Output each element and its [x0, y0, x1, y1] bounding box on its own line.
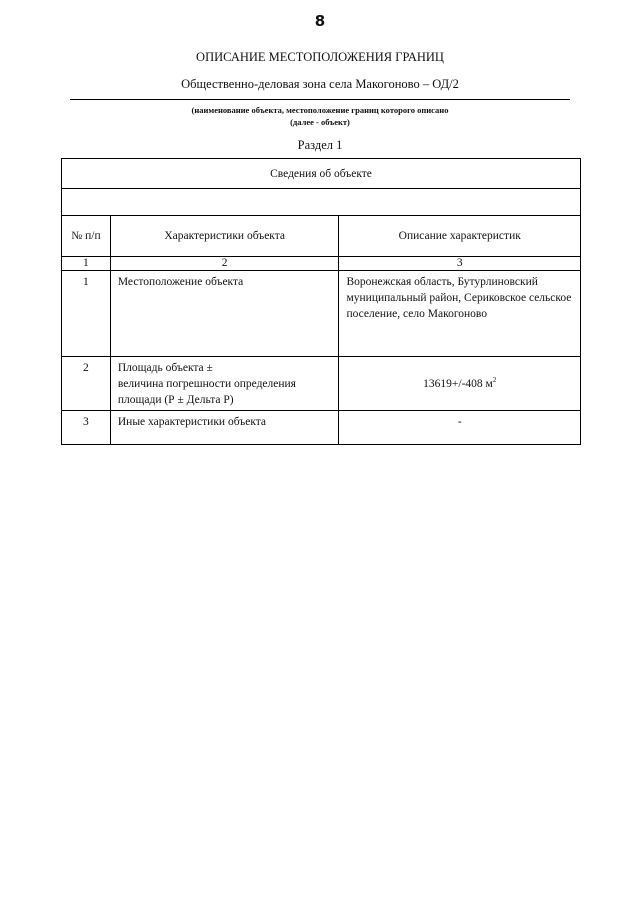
table-row — [62, 357, 581, 411]
underline-divider — [70, 99, 570, 100]
column-number-3: 3 — [339, 257, 581, 271]
header-characteristics: Характеристики объекта — [110, 216, 339, 257]
table-caption-row — [62, 159, 581, 189]
note-line-1: (наименование объекта, местоположение границ которого описано — [191, 105, 449, 115]
area-value: 13619+/-408 м — [423, 377, 493, 390]
row-characteristic — [110, 357, 339, 411]
row-description: Воронежская область, Бутурлиновский муниципальный район, Сериковское сельское поселение, село Макогоново — [339, 271, 581, 357]
table-header-row — [62, 216, 581, 257]
section-title: Раздел 1 — [297, 138, 343, 152]
row-characteristic: Иные характеристики объекта — [110, 411, 339, 445]
table-row — [62, 411, 581, 445]
row-description: - — [339, 411, 581, 445]
area-unit-superscript: 2 — [492, 375, 497, 384]
table-row — [62, 271, 581, 357]
header-description: Описание характеристик — [339, 216, 581, 257]
row-number: 1 — [62, 271, 111, 357]
row-description — [339, 357, 581, 411]
table-caption: Сведения об объекте — [62, 159, 581, 189]
document-heading: ОПИСАНИЕ МЕСТОПОЛОЖЕНИЯ ГРАНИЦ — [196, 50, 444, 64]
characteristic-line-1: Площадь объекта ± — [117, 362, 213, 374]
object-name-note — [0, 104, 640, 128]
row-characteristic: Местоположение объекта — [110, 271, 339, 357]
page-number: 8 — [314, 12, 326, 30]
note-line-2: (далее - объект) — [290, 117, 350, 127]
table-blank-row — [62, 189, 581, 216]
row-number: 2 — [62, 357, 111, 411]
column-number-1: 1 — [62, 257, 111, 271]
blank-cell — [62, 189, 581, 216]
characteristic-line-2: величина погрешности определения площади (Р ± Дельта Р) — [117, 378, 296, 406]
object-name: Общественно-деловая зона села Макогоново – ОД/2 — [181, 77, 459, 91]
row-number: 3 — [62, 411, 111, 445]
table-column-numbers-row — [62, 257, 581, 271]
column-number-2: 2 — [110, 257, 339, 271]
object-info-table — [61, 158, 581, 445]
header-number: № п/п — [62, 216, 111, 257]
